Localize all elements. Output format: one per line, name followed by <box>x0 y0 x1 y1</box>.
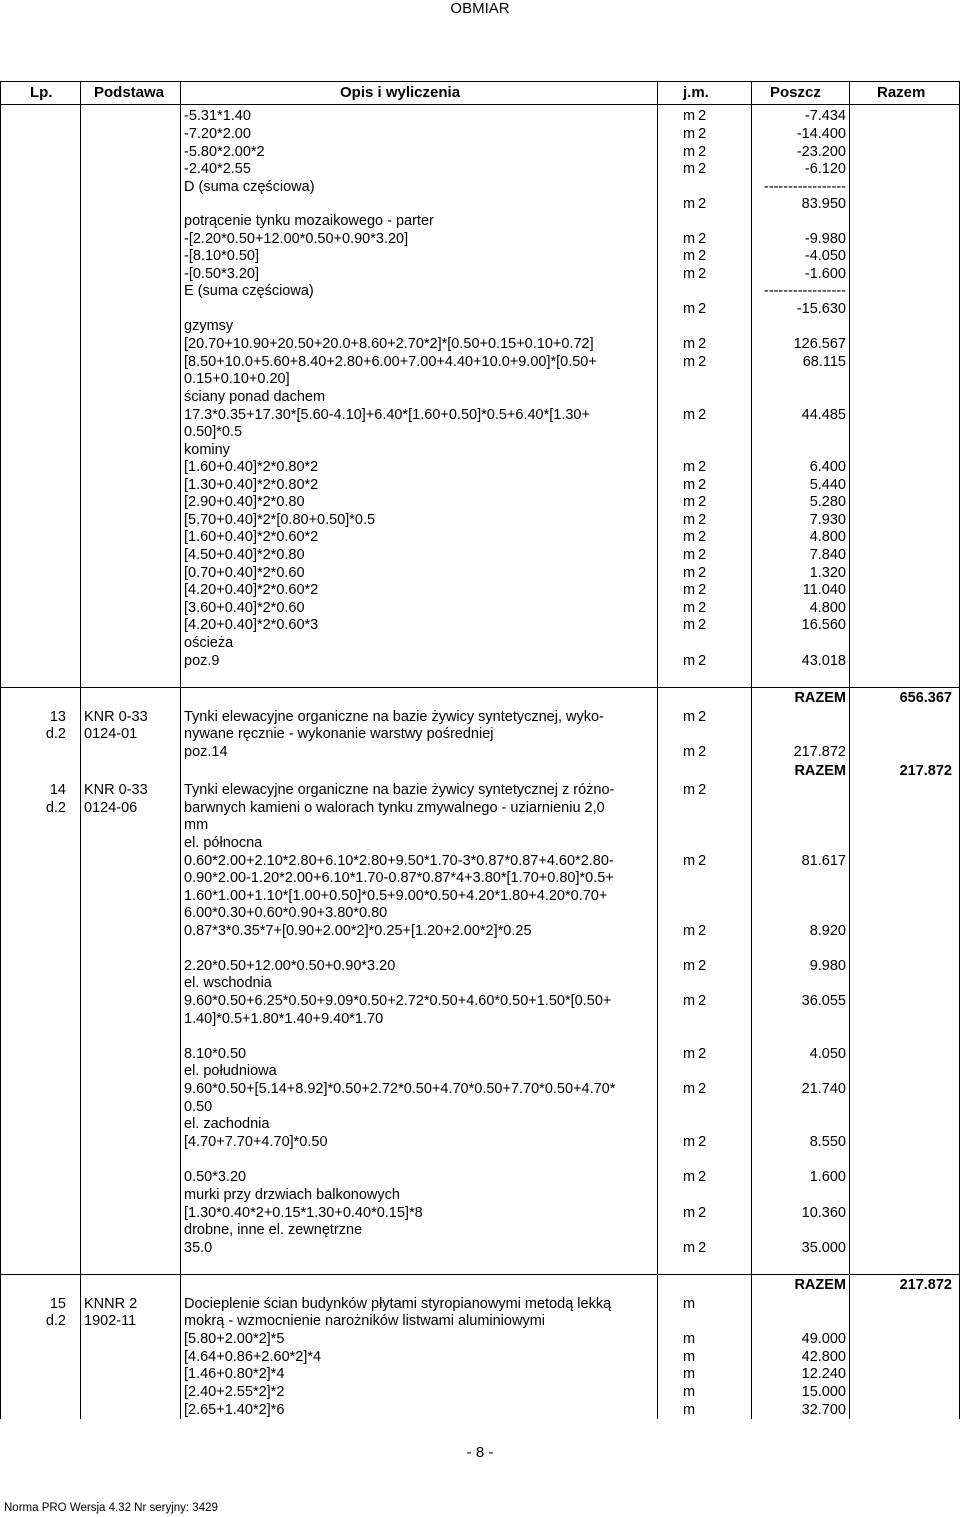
cell-poszcz: 5.440 <box>809 477 846 493</box>
cell-poszcz: 10.360 <box>801 1205 846 1221</box>
cell-poszcz: 8.920 <box>809 923 846 939</box>
cell-lp: d.2 <box>45 726 66 742</box>
cell-jm: m 2 <box>683 248 707 264</box>
header-jm: j.m. <box>683 84 709 101</box>
cell-opis: barwnych kamieni o walorach tynku zmywalnego - uziarnieniu 2,0 <box>184 800 605 816</box>
cell-opis: [4.64+0.86+2.60*2]*4 <box>184 1349 322 1365</box>
cell-jm: m <box>683 1402 696 1418</box>
cell-jm: m 2 <box>683 547 707 563</box>
cell-opis: el. południowa <box>184 1063 277 1079</box>
cell-razem: 217.872 <box>899 1277 952 1293</box>
cell-lp: 14 <box>49 782 66 798</box>
cell-poszcz: -9.980 <box>804 231 846 247</box>
cell-podstawa: KNR 0-33 <box>84 782 148 798</box>
cell-poszcz: RAZEM <box>794 690 846 706</box>
col-divider <box>80 81 81 1419</box>
cell-opis: -[2.20*0.50+12.00*0.50+0.90*3.20] <box>184 231 409 247</box>
cell-podstawa: KNNR 2 <box>84 1296 138 1312</box>
cell-poszcz: 6.400 <box>809 459 846 475</box>
cell-jm: m 2 <box>683 1169 707 1185</box>
cell-opis: 2.20*0.50+12.00*0.50+0.90*3.20 <box>184 958 396 974</box>
cell-jm: m <box>683 1349 696 1365</box>
cell-poszcz: 35.000 <box>801 1240 846 1256</box>
cell-jm: m 2 <box>683 196 707 212</box>
cell-opis: gzymsy <box>184 318 234 334</box>
cell-jm: m 2 <box>683 301 707 317</box>
cell-opis: -7.20*2.00 <box>184 126 251 142</box>
document-title: OBMIAR <box>450 0 510 17</box>
cell-poszcz: 1.320 <box>809 565 846 581</box>
table-header <box>0 81 960 104</box>
cell-poszcz: -6.120 <box>804 161 846 177</box>
cell-poszcz: 217.872 <box>793 744 846 760</box>
cell-poszcz: ----------------- <box>763 283 846 299</box>
cell-opis: [1.30*0.40*2+0.15*1.30+0.40*0.15]*8 <box>184 1205 423 1221</box>
cell-opis: potrącenie tynku mozaikowego - parter <box>184 213 434 229</box>
section-divider <box>0 1274 960 1275</box>
col-divider <box>849 81 850 1419</box>
cell-opis: [5.70+0.40]*2*[0.80+0.50]*0.5 <box>184 512 376 528</box>
cell-poszcz: 8.550 <box>809 1134 846 1150</box>
cell-opis: [2.90+0.40]*2*0.80 <box>184 494 305 510</box>
cell-poszcz: 5.280 <box>809 494 846 510</box>
col-divider <box>657 81 658 1419</box>
cell-poszcz: -15.630 <box>796 301 846 317</box>
cell-opis: [5.80+2.00*2]*5 <box>184 1331 285 1347</box>
cell-jm: m 2 <box>683 512 707 528</box>
cell-opis: [8.50+10.0+5.60+8.40+2.80+6.00+7.00+4.40+10.0+9.00]*[0.50+ <box>184 354 597 370</box>
cell-opis: [4.70+7.70+4.70]*0.50 <box>184 1134 328 1150</box>
cell-jm: m 2 <box>683 407 707 423</box>
cell-poszcz: 9.980 <box>809 958 846 974</box>
cell-jm: m 2 <box>683 477 707 493</box>
cell-opis: [4.50+0.40]*2*0.80 <box>184 547 305 563</box>
cell-poszcz: -23.200 <box>796 144 846 160</box>
cell-opis: kominy <box>184 442 230 458</box>
cell-jm: m 2 <box>683 709 707 725</box>
cell-opis: [4.20+0.40]*2*0.60*3 <box>184 617 319 633</box>
cell-opis: -5.80*2.00*2 <box>184 144 265 160</box>
cell-jm: m 2 <box>683 853 707 869</box>
header-poszcz: Poszcz <box>770 84 821 101</box>
cell-opis: 0.90*2.00-1.20*2.00+6.10*1.70-0.87*0.87*4+3.80*[1.70+0.80]*0.5+ <box>184 870 614 886</box>
cell-opis: el. zachodnia <box>184 1116 270 1132</box>
cell-jm: m 2 <box>683 459 707 475</box>
cell-opis: 0.50*3.20 <box>184 1169 247 1185</box>
cell-opis: D (suma częściowa) <box>184 179 315 195</box>
cell-lp: d.2 <box>45 800 66 816</box>
cell-opis: drobne, inne el. zewnętrzne <box>184 1222 363 1238</box>
cell-poszcz: 1.600 <box>809 1169 846 1185</box>
cell-poszcz: 15.000 <box>801 1384 846 1400</box>
cell-opis: 8.10*0.50 <box>184 1046 247 1062</box>
cell-jm: m 2 <box>683 231 707 247</box>
section-divider <box>0 687 960 688</box>
cell-poszcz: 4.800 <box>809 600 846 616</box>
cell-jm: m 2 <box>683 1240 707 1256</box>
cell-opis: 0.15+0.10+0.20] <box>184 371 290 387</box>
cell-opis: 0.50 <box>184 1099 213 1115</box>
cell-poszcz: 44.485 <box>801 407 846 423</box>
cell-opis: -[0.50*3.20] <box>184 266 259 282</box>
cell-opis: [0.70+0.40]*2*0.60 <box>184 565 305 581</box>
header-razem: Razem <box>877 84 926 101</box>
cell-opis: Tynki elewacyjne organiczne na bazie żywicy syntetycznej, wyko- <box>184 709 604 725</box>
cell-podstawa: 0124-06 <box>84 800 138 816</box>
cell-jm: m <box>683 1331 696 1347</box>
cell-lp: d.2 <box>45 1313 66 1329</box>
cell-jm: m 2 <box>683 923 707 939</box>
cell-opis: [2.40+2.55*2]*2 <box>184 1384 285 1400</box>
cell-poszcz: 68.115 <box>802 354 846 370</box>
cell-opis: 0.50]*0.5 <box>184 424 243 440</box>
page-number: - 8 - <box>466 1444 494 1461</box>
cell-poszcz: -1.600 <box>804 266 846 282</box>
cell-poszcz: 36.055 <box>801 993 846 1009</box>
cell-opis: 35.0 <box>184 1240 213 1256</box>
footer-note: Norma PRO Wersja 4.32 Nr seryjny: 3429 <box>4 1502 218 1514</box>
cell-poszcz: 11.040 <box>802 582 846 598</box>
cell-podstawa: KNR 0-33 <box>84 709 148 725</box>
cell-razem: 656.367 <box>899 690 952 706</box>
cell-jm: m 2 <box>683 1081 707 1097</box>
col-divider <box>180 81 181 1419</box>
cell-poszcz: 126.567 <box>793 336 846 352</box>
cell-opis: ściany ponad dachem <box>184 389 326 405</box>
cell-jm: m 2 <box>683 565 707 581</box>
cell-opis: Docieplenie ścian budynków płytami styropianowymi metodą lekką <box>184 1296 612 1312</box>
cell-opis: -5.31*1.40 <box>184 108 251 124</box>
cell-jm: m 2 <box>683 108 707 124</box>
cell-jm: m 2 <box>683 1134 707 1150</box>
cell-poszcz: 7.840 <box>809 547 846 563</box>
cell-opis: Tynki elewacyjne organiczne na bazie żywicy syntetycznej z różno- <box>184 782 615 798</box>
cell-opis: 1.40]*0.5+1.80*1.40+9.40*1.70 <box>184 1011 384 1027</box>
cell-opis: mokrą - wzmocnienie narożników listwami aluminiowymi <box>184 1313 545 1329</box>
cell-poszcz: 4.800 <box>809 529 846 545</box>
cell-poszcz: -14.400 <box>796 126 846 142</box>
cell-opis: [20.70+10.90+20.50+20.0+8.60+2.70*2]*[0.50+0.15+0.10+0.72] <box>184 336 594 352</box>
cell-jm: m 2 <box>683 782 707 798</box>
cell-poszcz: RAZEM <box>794 1277 846 1293</box>
cell-jm: m 2 <box>683 993 707 1009</box>
cell-jm: m 2 <box>683 354 707 370</box>
cell-poszcz: 81.617 <box>801 853 846 869</box>
cell-opis: 9.60*0.50+[5.14+8.92]*0.50+2.72*0.50+4.70*0.50+7.70*0.50+4.70* <box>184 1081 616 1097</box>
cell-lp: 13 <box>49 709 66 725</box>
cell-opis: [1.60+0.40]*2*0.60*2 <box>184 529 319 545</box>
cell-opis: 0.87*3*0.35*7+[0.90+2.00*2]*0.25+[1.20+2.00*2]*0.25 <box>184 923 532 939</box>
cell-jm: m 2 <box>683 494 707 510</box>
cell-jm: m 2 <box>683 653 707 669</box>
cell-jm: m 2 <box>683 600 707 616</box>
cell-jm: m <box>683 1366 696 1382</box>
cell-opis: poz.9 <box>184 653 220 669</box>
cell-jm: m 2 <box>683 958 707 974</box>
cell-opis: nywane ręcznie - wykonanie warstwy pośredniej <box>184 726 494 742</box>
cell-opis: E (suma częściowa) <box>184 283 314 299</box>
cell-opis: [1.46+0.80*2]*4 <box>184 1366 285 1382</box>
cell-opis: [2.65+1.40*2]*6 <box>184 1402 285 1418</box>
cell-razem: 217.872 <box>899 763 952 779</box>
cell-jm: m 2 <box>683 126 707 142</box>
cell-opis: [3.60+0.40]*2*0.60 <box>184 600 305 616</box>
cell-jm: m 2 <box>683 744 707 760</box>
cell-podstawa: 0124-01 <box>84 726 138 742</box>
cell-jm: m 2 <box>683 529 707 545</box>
col-divider <box>0 81 1 1419</box>
cell-poszcz: 83.950 <box>801 196 846 212</box>
cell-poszcz: RAZEM <box>794 763 846 779</box>
cell-opis: poz.14 <box>184 744 228 760</box>
cell-opis: mm <box>184 817 209 833</box>
header-opis: Opis i wyliczenia <box>340 84 461 101</box>
cell-poszcz: 49.000 <box>801 1331 846 1347</box>
cell-poszcz: -7.434 <box>804 108 846 124</box>
cell-jm: m 2 <box>683 266 707 282</box>
cell-jm: m 2 <box>683 336 707 352</box>
cell-opis: ościeża <box>184 635 234 651</box>
cell-opis: 17.3*0.35+17.30*[5.60-4.10]+6.40*[1.60+0.50]*0.5+6.40*[1.30+ <box>184 407 590 423</box>
cell-jm: m 2 <box>683 582 707 598</box>
cell-jm: m 2 <box>683 144 707 160</box>
cell-poszcz: ----------------- <box>763 179 846 195</box>
cell-jm: m 2 <box>683 1205 707 1221</box>
header-bottom-line <box>0 104 960 105</box>
cell-poszcz: 21.740 <box>801 1081 846 1097</box>
cell-poszcz: 43.018 <box>801 653 846 669</box>
cell-podstawa: 1902-11 <box>84 1313 137 1329</box>
cell-lp: 15 <box>49 1296 66 1312</box>
cell-poszcz: 42.800 <box>801 1349 846 1365</box>
cell-poszcz: 4.050 <box>809 1046 846 1062</box>
cell-jm: m 2 <box>683 161 707 177</box>
cell-opis: 6.00*0.30+0.60*0.90+3.80*0.80 <box>184 905 388 921</box>
cell-poszcz: 12.240 <box>801 1366 846 1382</box>
header-lp: Lp. <box>30 84 53 101</box>
cell-jm: m 2 <box>683 1046 707 1062</box>
cell-poszcz: 7.930 <box>809 512 846 528</box>
cell-opis: [4.20+0.40]*2*0.60*2 <box>184 582 319 598</box>
cell-opis: el. wschodnia <box>184 975 272 991</box>
cell-opis: murki przy drzwiach balkonowych <box>184 1187 400 1203</box>
cell-opis: 9.60*0.50+6.25*0.50+9.09*0.50+2.72*0.50+4.60*0.50+1.50*[0.50+ <box>184 993 612 1009</box>
cell-opis: [1.30+0.40]*2*0.80*2 <box>184 477 319 493</box>
cell-opis: 1.60*1.00+1.10*[1.00+0.50]*0.5+9.00*0.50+4.20*1.80+4.20*0.70+ <box>184 888 608 904</box>
cell-opis: el. północna <box>184 835 263 851</box>
cell-poszcz: 16.560 <box>801 617 846 633</box>
cell-jm: m 2 <box>683 617 707 633</box>
cell-poszcz: -4.050 <box>804 248 846 264</box>
header-podstawa: Podstawa <box>94 84 165 101</box>
cell-opis: 0.60*2.00+2.10*2.80+6.10*2.80+9.50*1.70-3*0.87*0.87+4.60*2.80- <box>184 853 614 869</box>
cell-opis: -[8.10*0.50] <box>184 248 259 264</box>
cell-jm: m <box>683 1384 696 1400</box>
cell-opis: -2.40*2.55 <box>184 161 251 177</box>
cell-opis: [1.60+0.40]*2*0.80*2 <box>184 459 319 475</box>
cell-poszcz: 32.700 <box>801 1402 846 1418</box>
cell-jm: m <box>683 1296 696 1312</box>
